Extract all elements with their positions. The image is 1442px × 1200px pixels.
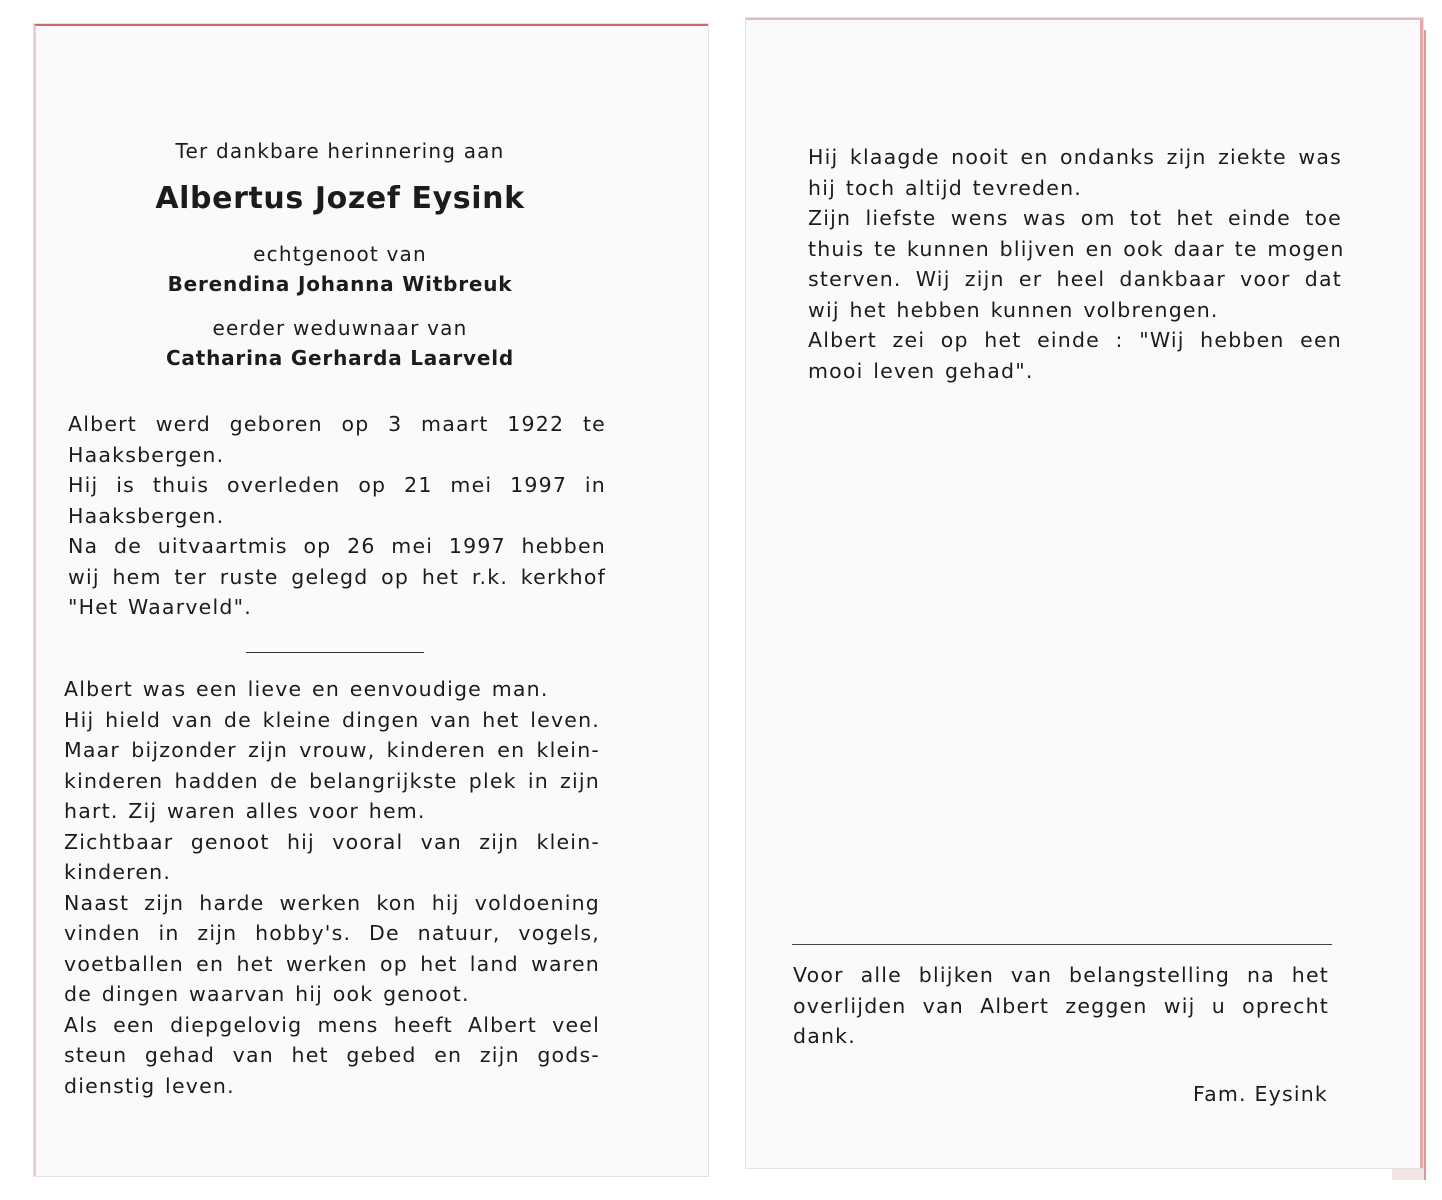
spouse-label: echtgenoot van (253, 242, 427, 266)
bio-line: Haaksbergen. (68, 503, 225, 528)
section-divider (246, 652, 424, 653)
memory-line: mooi leven gehad". (808, 358, 1034, 383)
story-line: kinderen. (64, 860, 172, 884)
memory-line: thuis te kunnen blijven en ook daar te mogen (808, 236, 1345, 261)
memory-line: sterven. Wij zijn er heel dankbaar voor dat (808, 267, 1342, 291)
family-signature: Fam. Eysink (1193, 1082, 1328, 1106)
bio-line: wij hem ter ruste gelegd op het r.k. kerkhof (68, 564, 606, 589)
story-line: dienstig leven. (64, 1073, 235, 1098)
bio-line: Haaksbergen. (68, 442, 225, 467)
story-line: Hij hield van de kleine dingen van het leven. (64, 707, 600, 732)
memory-line: Albert zei op het einde : "Wij hebben een (808, 328, 1342, 352)
deceased-name: Albertus Jozef Eysink (155, 181, 525, 216)
story-line: hart. Zij waren alles voor hem. (64, 799, 426, 823)
story-line: Naast zijn harde werken kon hij voldoening (64, 890, 600, 915)
thanks-line: overlijden van Albert zeggen wij u oprecht (793, 993, 1329, 1018)
story-line: Albert was een lieve en eenvoudige man. (64, 677, 549, 701)
memory-paragraph (808, 142, 1345, 386)
bio-paragraph (68, 409, 606, 623)
story-line: steun gehad van het gebed en zijn gods- (64, 1043, 600, 1067)
bio-line: Albert werd geboren op 3 maart 1922 te (68, 412, 606, 436)
story-line: kinderen hadden de belangrijkste plek in zijn (64, 768, 600, 793)
thanks-paragraph (793, 960, 1329, 1052)
memory-line: Hij klaagde nooit en ondanks zijn ziekte was (808, 145, 1342, 169)
memorial-card-front (34, 24, 708, 1176)
story-line: Maar bijzonder zijn vrouw, kinderen en klein- (64, 738, 600, 762)
memorial-card-back (746, 18, 1423, 1168)
memory-line: wij het hebben kunnen volbrengen. (808, 297, 1219, 322)
spouse-name: Berendina Johanna Witbreuk (167, 272, 513, 296)
story-line: de dingen waarvan hij ook genoot. (64, 982, 470, 1006)
story-line: Als een diepgelovig mens heeft Albert veel (64, 1012, 600, 1037)
bio-line: Na de uitvaartmis op 26 mei 1997 hebben (68, 534, 606, 558)
memory-line: hij toch altijd tevreden. (808, 175, 1082, 200)
section-divider (792, 944, 1332, 945)
former-spouse-name: Catharina Gerharda Laarveld (165, 346, 515, 370)
bio-line: "Het Waarveld". (68, 595, 252, 619)
former-spouse-label: eerder weduwnaar van (212, 316, 468, 340)
bio-line: Hij is thuis overleden op 21 mei 1997 in (68, 473, 606, 497)
story-paragraph (64, 674, 600, 1101)
story-line: vinden in zijn hobby's. De natuur, vogels, (64, 921, 600, 945)
memory-line: Zijn liefste wens was om tot het einde toe (808, 206, 1342, 230)
intro-text: Ter dankbare herinnering aan (175, 139, 505, 163)
thanks-line: dank. (793, 1024, 856, 1048)
thanks-line: Voor alle blijken van belangstelling na het (793, 963, 1329, 987)
story-line: Zichtbaar genoot hij vooral van zijn klein- (64, 829, 600, 854)
story-line: voetballen en het werken op het land waren (64, 951, 600, 976)
